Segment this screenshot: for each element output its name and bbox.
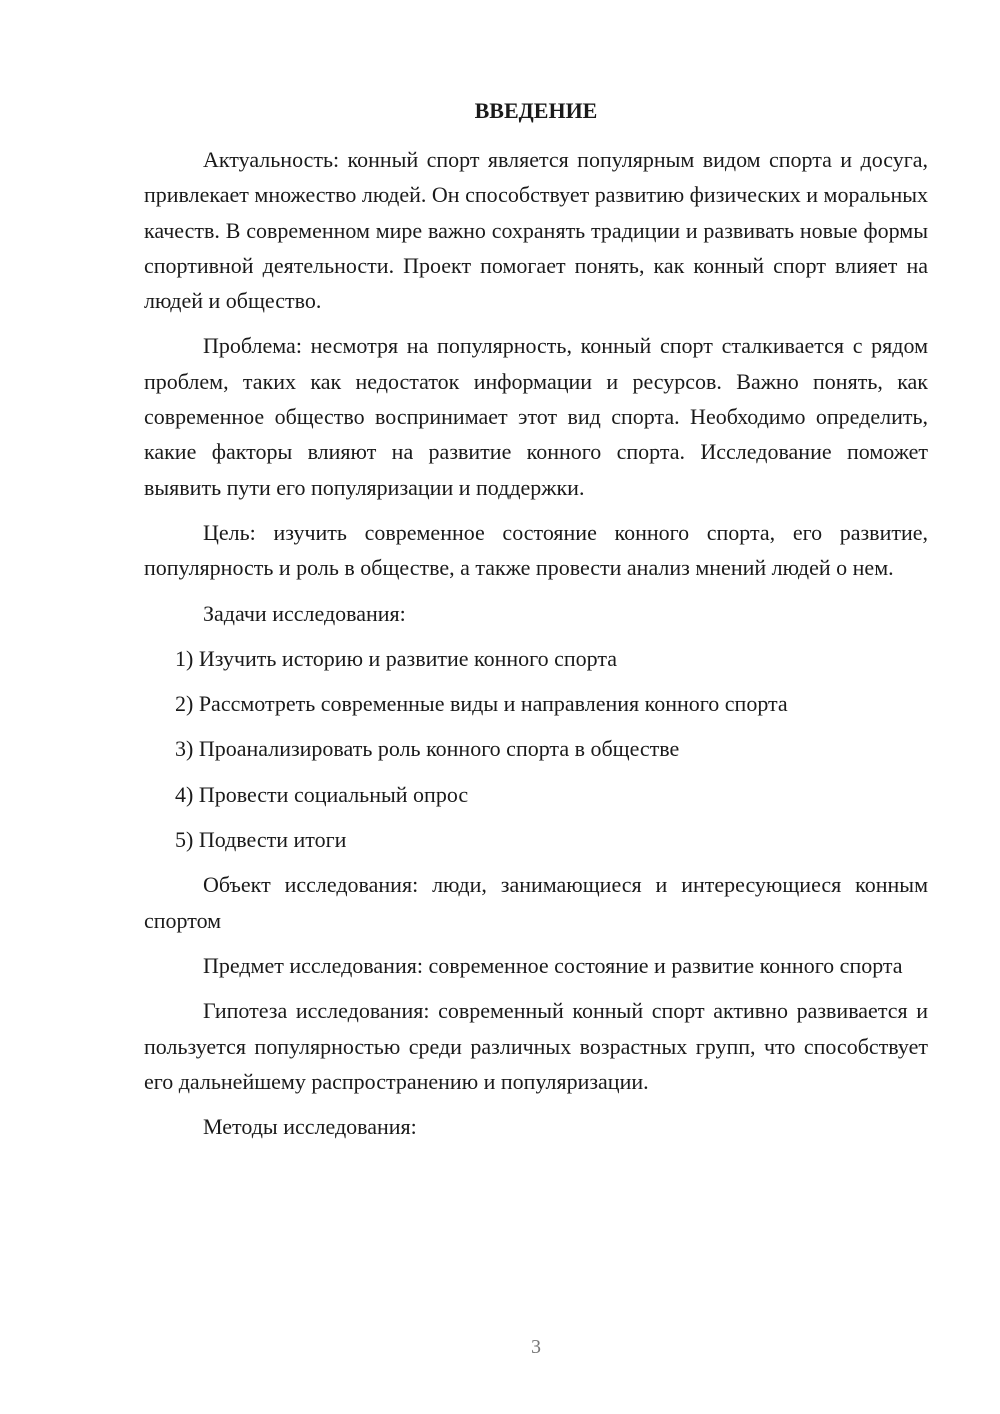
page-number: 3: [531, 1336, 541, 1358]
paragraph-hypothesis: Гипотеза исследования: современный конный спорт активно развивается и пользуется популярностью среди различных возрастных групп, что способствует его дальнейшему распространению и популяризации.: [144, 998, 928, 1094]
task-item-3: 3) Проанализировать роль конного спорта в обществе: [175, 736, 680, 762]
task-item-4: 4) Провести социальный опрос: [175, 781, 469, 807]
task-item-1: 1) Изучить историю и развитие конного спорта: [175, 645, 618, 671]
paragraph-methods: Методы исследования:: [203, 1114, 417, 1140]
task-item-2: 2) Рассмотреть современные виды и направления конного спорта: [175, 691, 788, 717]
paragraph-object: Объект исследования: люди, занимающиеся и интересующиеся конным спортом: [144, 872, 928, 933]
page-title: ВВЕДЕНИЕ: [474, 98, 598, 123]
paragraph-relevance: Актуальность: конный спорт является популярным видом спорта и досуга, привлекает множество людей. Он способствует развитию физических и моральных качеств. В современном мире важно сохранять традиции и развивать новые формы спортивной деятельности. Проект помогает понять, как конный спорт влияет на людей и общество.: [144, 147, 928, 314]
document-page: [144, 0, 928, 1414]
document-body: [144, 142, 928, 1154]
paragraph-problem: Проблема: несмотря на популярность, конный спорт сталкивается с рядом проблем, таких как недостаток информации и ресурсов. Важно понять, как современное общество воспринимает этот вид спорта. Необходимо определить, какие факторы влияют на развитие конного спорта. Исследование поможет выявить пути его популяризации и поддержки.: [144, 333, 928, 500]
paragraph-tasks-heading: Задачи исследования:: [203, 600, 406, 626]
paragraph-goal: Цель: изучить современное состояние конного спорта, его развитие, популярность и роль в обществе, а также провести анализ мнений людей о нем.: [144, 519, 928, 581]
task-item-5: 5) Подвести итоги: [175, 827, 347, 853]
paragraph-subject: Предмет исследования: современное состояние и развитие конного спорта: [203, 952, 903, 978]
